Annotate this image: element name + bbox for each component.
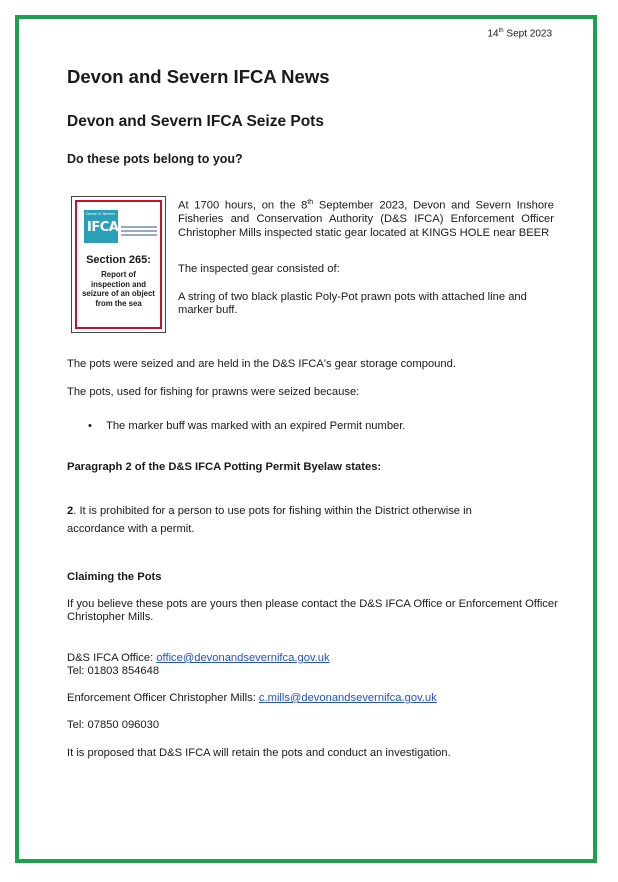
cover-section-title: Section 265: (86, 254, 151, 266)
byelaw-rule: 2. It is prohibited for a person to use pots for fishing within the District otherwise in accordance with a permit. (67, 505, 472, 535)
cover-report-title: Report of inspection and seizure of an object from the sea (82, 270, 155, 308)
claim-heading: Claiming the Pots (67, 571, 162, 583)
office-email-link[interactable]: office@devonandsevernifca.gov.uk (156, 652, 330, 664)
claim-text: If you believe these pots are yours then please contact the D&S IFCA Office or Enforcement Officer Christopher Mills. (67, 598, 558, 624)
reason-intro: The pots, used for fishing for prawns were seized because: (67, 386, 360, 398)
date: 14th Sept 2023 (487, 28, 552, 40)
ifca-logo: Devon & Severn IFCA (84, 210, 118, 243)
intro-paragraph: At 1700 hours, on the 8th September 2023, Devon and Severn Inshore Fisheries and Conservation Authority (D&S IFCA) Enforcement Officer Christopher Mills inspected static gear located at KINGS HOLE near BEER (178, 199, 554, 239)
bullet-icon: • (88, 420, 92, 432)
officer-tel: Tel: 07850 096030 (67, 719, 160, 731)
article-title: Devon and Severn IFCA Seize Pots (67, 113, 324, 130)
logo-subtext-lines (121, 226, 157, 238)
page-border (15, 15, 597, 863)
article-question: Do these pots belong to you? (67, 152, 243, 166)
officer-email-link[interactable]: c.mills@devonandsevernifca.gov.uk (258, 692, 437, 704)
report-cover-image (71, 196, 166, 333)
closing-statement: It is proposed that D&S IFCA will retain the pots and conduct an investigation. (67, 747, 451, 759)
page-title: Devon and Severn IFCA News (67, 66, 330, 87)
officer-contact: Enforcement Officer Christopher Mills: c.mills@devonandsevernifca.gov.uk (67, 692, 437, 704)
office-tel: Tel: 01803 854648 (67, 665, 160, 678)
seized-statement: The pots were seized and are held in the D&S IFCA's gear storage compound. (67, 358, 456, 370)
office-contact: D&S IFCA Office: office@devonandsevernifca.gov.uk Tel: 01803 854648 (67, 652, 330, 678)
gear-intro: The inspected gear consisted of: (178, 263, 340, 275)
byelaw-heading: Paragraph 2 of the D&S IFCA Potting Permit Byelaw states: (67, 461, 382, 473)
gear-description: A string of two black plastic Poly-Pot prawn pots with attached line and marker buff. (178, 291, 527, 317)
